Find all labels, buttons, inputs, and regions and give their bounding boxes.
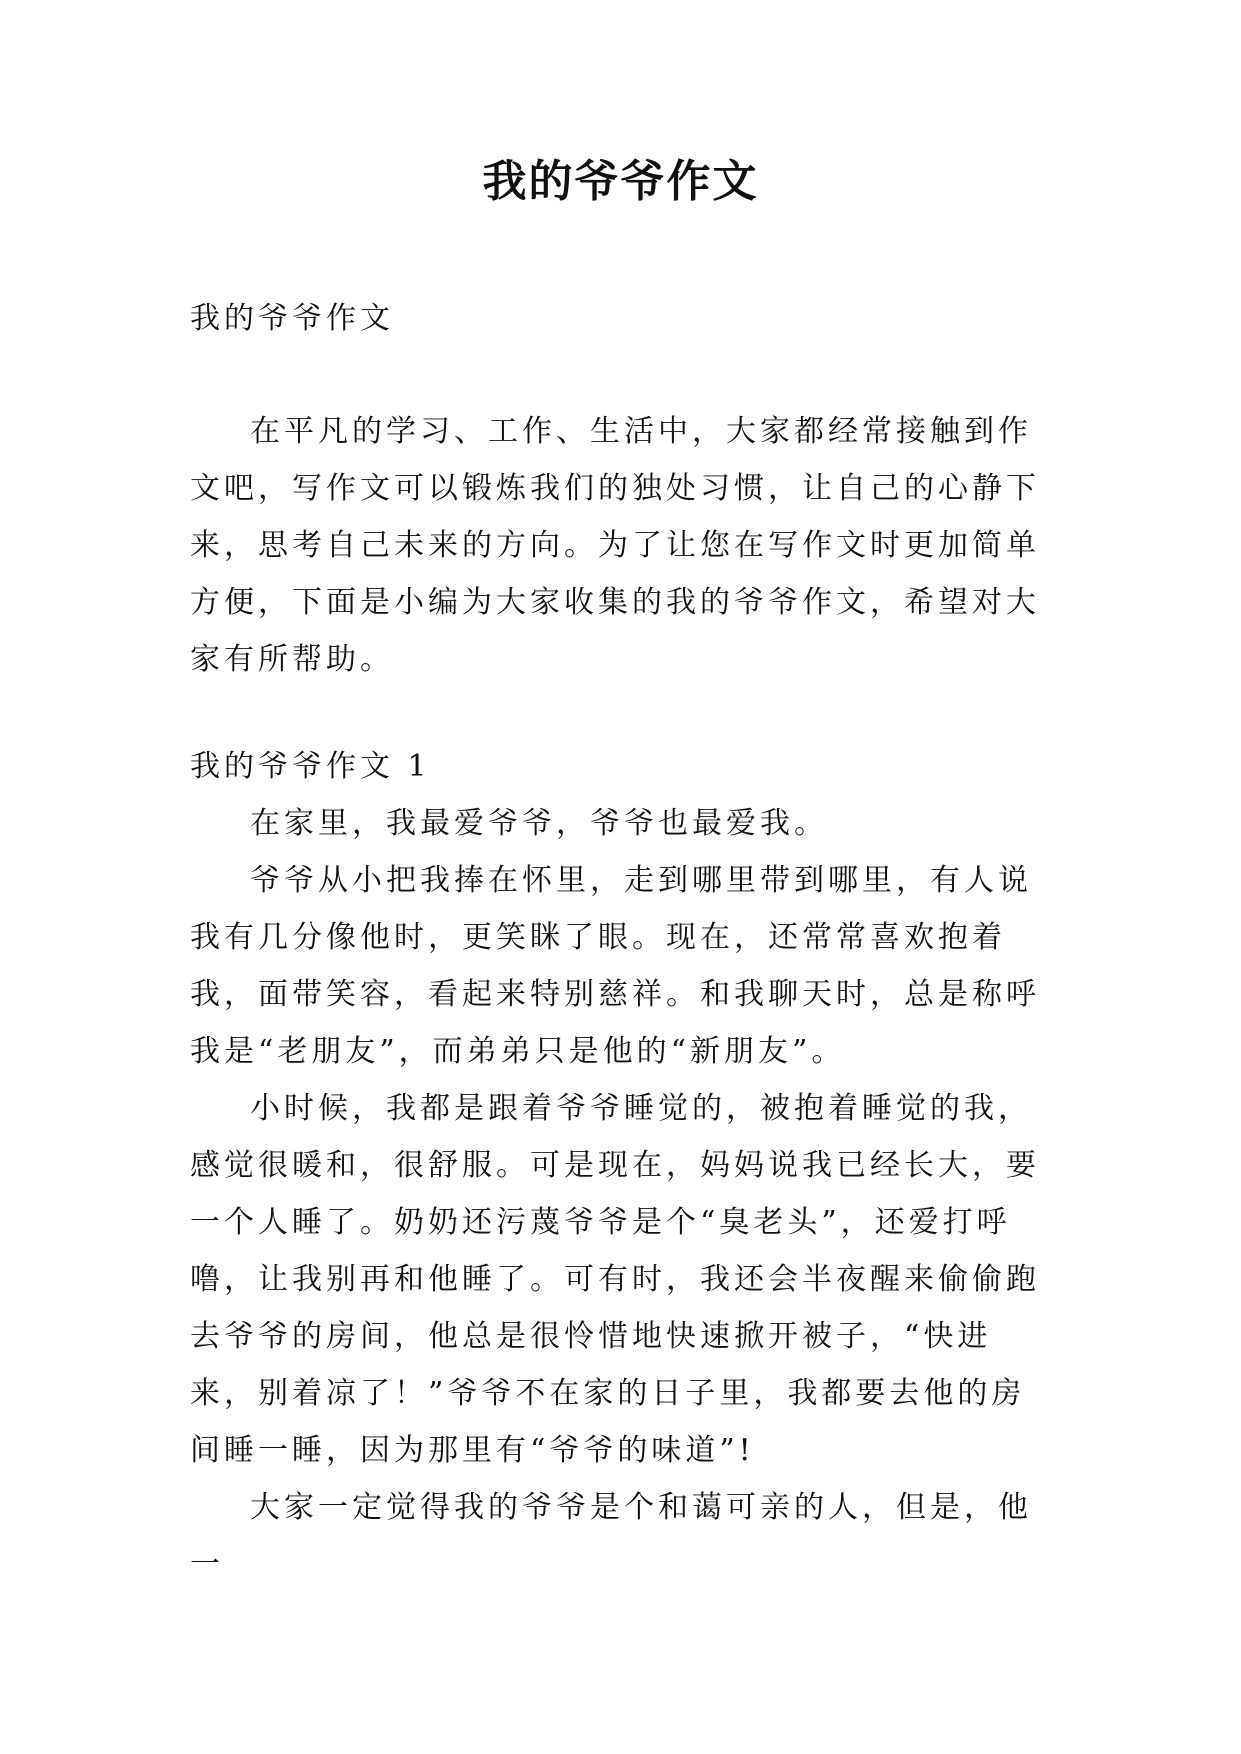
- intro-paragraph: 在平凡的学习、工作、生活中，大家都经常接触到作文吧，写作文可以锻炼我们的独处习惯，让自己的心静下来，思考自己未来的方向。为了让您在写作文时更加简单方便，下面是小编为大家收集的我的爷爷作文，希望对大家有所帮助。: [190, 414, 1040, 677]
- body-paragraph: 大家一定觉得我的爷爷是个和蔼可亲的人，但是，他一: [190, 1490, 1032, 1582]
- body-paragraph: 在家里，我最爱爷爷，爷爷也最爱我。: [250, 806, 828, 841]
- body-paragraph: 爷爷从小把我捧在怀里，走到哪里带到哪里，有人说我有几分像他时，更笑眯了眼。现在，还常常喜欢抱着我，面带笑容，看起来特别慈祥。和我聊天时，总是称呼我是“老朋友”，而弟弟只是他的“新朋友”。: [190, 863, 1040, 1069]
- section-heading: 我的爷爷作文 1: [190, 749, 431, 784]
- document-title: 我的爷爷作文: [482, 156, 759, 207]
- document-body: [190, 290, 1050, 1593]
- spacer: [190, 688, 1050, 738]
- body-paragraph: 小时候，我都是跟着爷爷睡觉的，被抱着睡觉的我，感觉很暖和，很舒服。可是现在，妈妈说我已经长大，要一个人睡了。奶奶还污蔑爷爷是个“臭老头”，还爱打呼噜，让我别再和他睡了。可有时，我还会半夜醒来偷偷跑去爷爷的房间，他总是很怜惜地快速掀开被子，“快进来，别着凉了！”爷爷不在家的日子里，我都要去他的房间睡一睡，因为那里有“爷爷的味道”!: [190, 1091, 1040, 1468]
- document-subtitle: 我的爷爷作文: [190, 301, 394, 336]
- spacer: [190, 347, 1050, 403]
